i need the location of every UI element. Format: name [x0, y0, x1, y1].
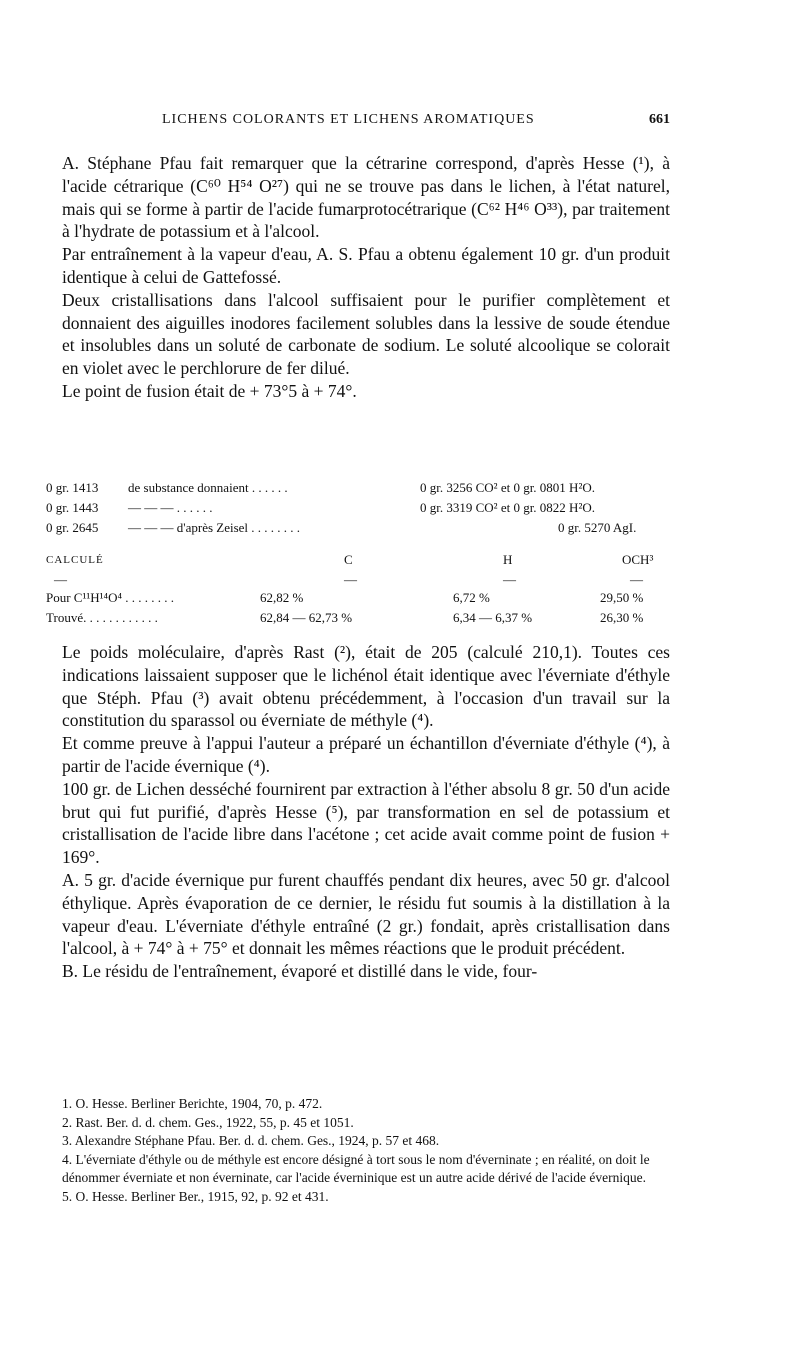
analysis-row: [46, 498, 672, 518]
paragraph: Le poids moléculaire, d'après Rast (²), était de 205 (calculé 210,1). Toutes ces indications laissaient supposer que le lichénol était identique avec l'éverniate d'éthyle que Stéph. Pfau (³) avait obtenu précédemment, à l'occasion d'un travail sur la constitution du sparassol ou éverniate de méthyle (⁴).: [62, 642, 670, 731]
body-text: [62, 152, 670, 403]
page-header: [62, 112, 670, 134]
paragraph: B. Le résidu de l'entraînement, évaporé et distillé dans le vide, four-: [62, 961, 538, 982]
paragraph: Et comme preuve à l'appui l'auteur a préparé un échantillon d'éverniate d'éthyle (⁴), à partir de l'acide évernique (⁴).: [62, 733, 670, 776]
analysis-row: [46, 518, 672, 538]
sample-weight: 0 gr. 2645: [46, 520, 99, 535]
footnote: 2. Rast. Ber. d. d. chem. Ges., 1922, 55, p. 45 et 1051.: [62, 1114, 354, 1130]
paragraph: 100 gr. de Lichen desséché fournirent par extraction à l'éther absolu 8 gr. 50 d'un acide brut qui fut purifié, d'après Hesse (⁵), par transformation en sel de potassium et cristallisation de l'acide libre dans l'acétone ; cet acide avait comme point de fusion + 169°.: [62, 778, 670, 868]
row-label: Pour C¹¹H¹⁴O⁴ . . . . . . . .: [46, 590, 175, 605]
footnote: 1. O. Hesse. Berliner Berichte, 1904, 70, p. 472.: [62, 1096, 323, 1111]
analysis-desc: de substance donnaient . . . . . .: [128, 480, 288, 495]
body-text-continued: [62, 641, 670, 983]
page-number: 661: [649, 112, 670, 127]
footnote: 3. Alexandre Stéphane Pfau. Ber. d. d. chem. Ges., 1924, p. 57 et 468.: [62, 1133, 440, 1149]
analysis-row: [46, 478, 672, 498]
table-header-row: [46, 550, 672, 570]
cell-h: 6,34 — 6,37 %: [453, 610, 533, 625]
table-row: [46, 588, 672, 608]
table-row: [46, 608, 672, 628]
table-dash: —: [503, 572, 516, 587]
cell-h: 6,72 %: [453, 590, 490, 605]
footnotes: [62, 1095, 662, 1207]
table-dash: —: [54, 572, 67, 587]
sample-weight: 0 gr. 1413: [46, 480, 99, 495]
cell-c: 62,84 — 62,73 %: [260, 610, 353, 625]
cell-och: 29,50 %: [600, 590, 644, 605]
table-dash-row: [46, 570, 672, 588]
analysis-result: 0 gr. 3256 CO² et 0 gr. 0801 H²O.: [420, 480, 595, 495]
cell-och: 26,30 %: [600, 610, 644, 625]
sample-weight: 0 gr. 1443: [46, 500, 99, 515]
table-header: CALCULÉ: [46, 554, 104, 566]
analysis-result: 0 gr. 3319 CO² et 0 gr. 0822 H²O.: [420, 500, 595, 515]
table-dash: —: [630, 572, 643, 587]
table-header: H: [503, 552, 513, 567]
analysis-block: [46, 478, 672, 538]
analysis-desc: — — — d'après Zeisel . . . . . . . .: [128, 520, 301, 535]
paragraph: Deux cristallisations dans l'alcool suffisaient pour le purifier complètement et donnaient des aiguilles inodores facilement solubles dans la lessive de soude étendue et insolubles dans un soluté de carbonate de sodium. Le soluté alcoolique se colorait en violet avec le perchlorure de fer dilué.: [62, 289, 670, 379]
table-header: OCH³: [622, 552, 654, 567]
running-title: LICHENS COLORANTS ET LICHENS AROMATIQUES: [162, 112, 535, 127]
paragraph: Par entraînement à la vapeur d'eau, A. S. Pfau a obtenu également 10 gr. d'un produit identique à celui de Gattefossé.: [62, 244, 670, 287]
table-dash: —: [344, 572, 357, 587]
composition-table: [46, 550, 672, 628]
paragraph: A. 5 gr. d'acide évernique pur furent chauffés pendant dix heures, avec 50 gr. d'alcool éthylique. Après évaporation de ce dernier, le résidu fut soumis à la distillation à la vapeur d'eau. L'éverniate d'éthyle entraîné (2 gr.) fondait, après cristallisation dans l'alcool, à + 74° à + 75° et donnait les mêmes réactions que le produit précédent.: [62, 869, 670, 959]
footnote: 4. L'éverniate d'éthyle ou de méthyle est encore désigné à tort sous le nom d'éverninate ; en réalité, on doit le dénommer éverniate et non éverninate, car l'acide éverninique est un autre acide dérivé de l'acide évernique.: [62, 1151, 650, 1186]
analysis-result: 0 gr. 5270 AgI.: [558, 520, 637, 535]
paragraph: A. Stéphane Pfau fait remarquer que la cétrarine correspond, d'après Hesse (¹), à l'acide cétrarique (C⁶⁰ H⁵⁴ O²⁷) qui ne se trouve pas dans le lichen, à l'état naturel, mais qui se forme à partir de l'acide fumarprotocétrarique (C⁶² H⁴⁶ O³³), par traitement à l'hydrate de potassium et à l'alcool.: [62, 153, 670, 242]
cell-c: 62,82 %: [260, 590, 304, 605]
analysis-desc: — — — . . . . . .: [128, 500, 213, 515]
table-header: C: [344, 552, 353, 567]
paragraph: Le point de fusion était de + 73°5 à + 74°.: [62, 380, 357, 401]
footnote: 5. O. Hesse. Berliner Ber., 1915, 92, p. 92 et 431.: [62, 1188, 329, 1204]
row-label: Trouvé. . . . . . . . . . . .: [46, 610, 158, 625]
